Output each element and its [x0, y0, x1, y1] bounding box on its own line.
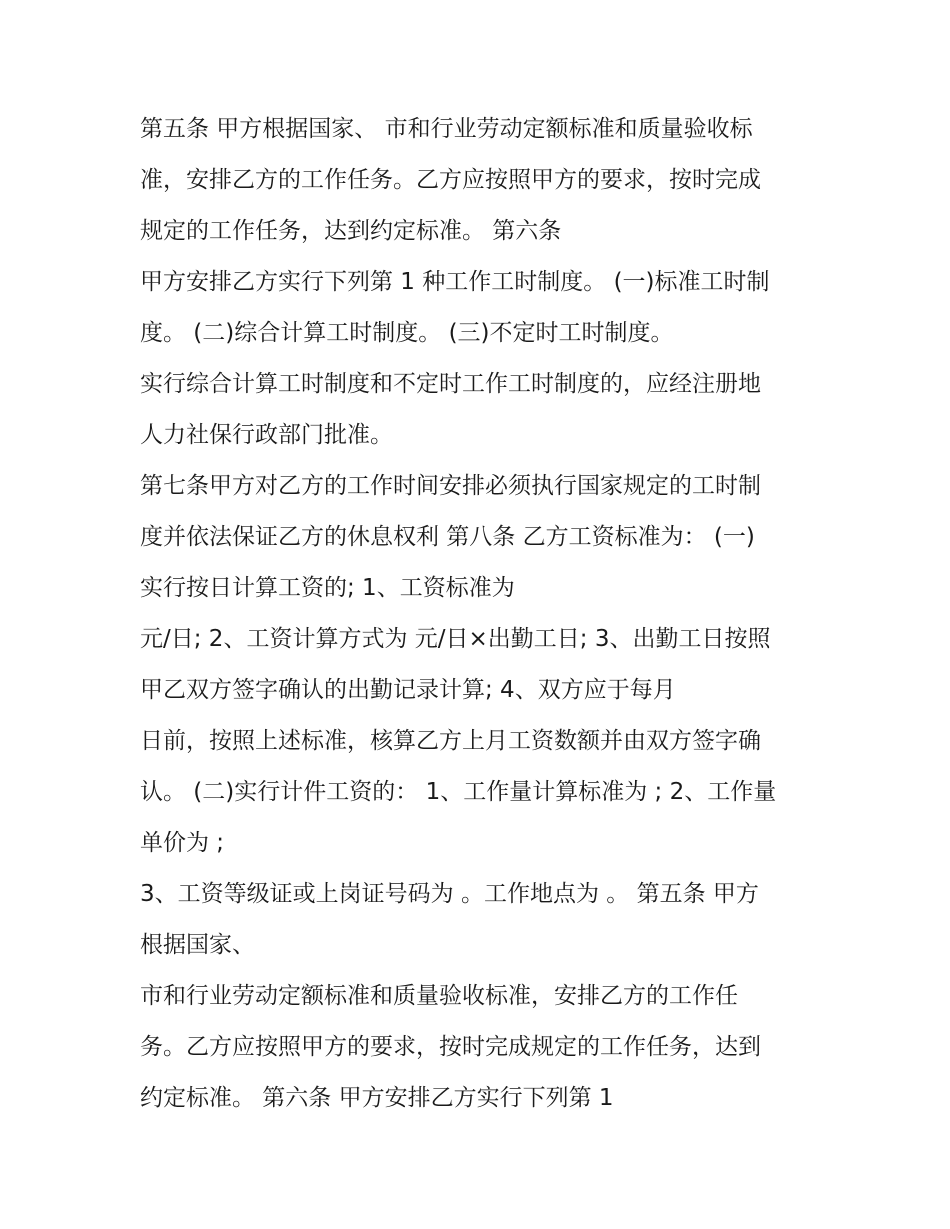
document-body — [140, 104, 820, 1124]
text-line: 准，安排乙方的工作任务。乙方应按照甲方的要求，按时完成 — [140, 167, 761, 193]
text-line: 人力社保行政部门批准。 — [140, 422, 393, 448]
text-line: 第七条甲方对乙方的工作时间安排必须执行国家规定的工时制 — [140, 473, 761, 499]
text-line: 约定标准。 第六条 甲方安排乙方实行下列第 1 — [140, 1085, 614, 1111]
text-line: 实行按日计算工资的; 1、工资标准为 — [140, 575, 515, 601]
text-line: 日前，按照上述标准，核算乙方上月工资数额并由双方签字确 — [140, 728, 761, 754]
text-line: 认。 (二)实行计件工资的： 1、工作量计算标准为 ; 2、工作量 — [140, 779, 777, 805]
text-line: 第五条 甲方根据国家、 市和行业劳动定额标准和质量验收标 — [140, 116, 753, 142]
text-line: 甲乙双方签字确认的出勤记录计算; 4、双方应于每月 — [140, 677, 676, 703]
text-line: 根据国家、 — [140, 932, 255, 958]
text-line: 市和行业劳动定额标准和质量验收标准，安排乙方的工作任 — [140, 983, 738, 1009]
text-line: 度。 (二)综合计算工时制度。 (三)不定时工时制度。 — [140, 320, 674, 346]
text-line: 务。乙方应按照甲方的要求，按时完成规定的工作任务，达到 — [140, 1034, 761, 1060]
text-line: 甲方安排乙方实行下列第 1 种工作工时制度。 (一)标准工时制 — [140, 269, 770, 295]
text-line: 度并依法保证乙方的休息权利 第八条 乙方工资标准为： (一) — [140, 524, 755, 550]
text-line: 3、工资等级证或上岗证号码为 。工作地点为 。 第五条 甲方 — [140, 881, 759, 907]
text-line: 规定的工作任务，达到约定标准。 第六条 — [140, 218, 562, 244]
text-line: 单价为 ; — [140, 830, 225, 856]
text-line: 元/日; 2、工资计算方式为 元/日×出勤工日; 3、出勤工日按照 — [140, 626, 771, 652]
text-line: 实行综合计算工时制度和不定时工作工时制度的，应经注册地 — [140, 371, 761, 397]
